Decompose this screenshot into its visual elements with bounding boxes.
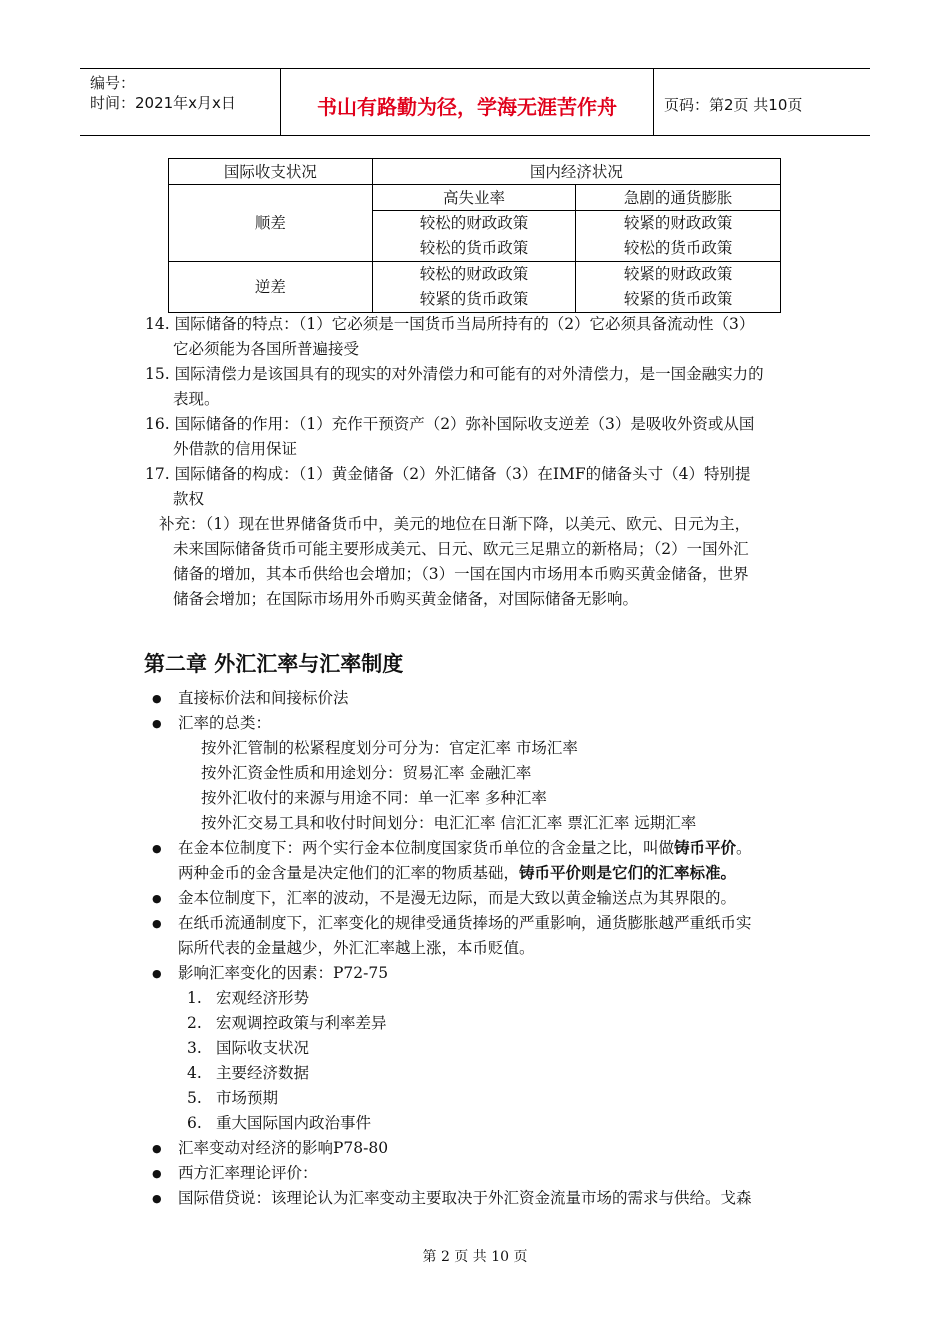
cell-line: 较紧的财政政策 xyxy=(623,265,733,283)
cell-surplus: 顺差 xyxy=(169,185,373,262)
bullet-text: 金本位制度下，汇率的波动，不是漫无边际，而是大致以黄金输送点为其界限的。 xyxy=(178,889,737,907)
cell-line: 较松的财政政策 xyxy=(419,265,529,283)
bullet-icon: ● xyxy=(152,1142,162,1155)
text-run: 。 xyxy=(736,839,752,857)
bullet-text: 国际借贷说：该理论认为汇率变动主要取决于外汇资金流量市场的需求与供给。戈森 xyxy=(178,1189,752,1207)
item-14: 14. 国际储备的特点：（1）它必须是一国货币当局所持有的（2）它必须具备流动性（3） xyxy=(145,315,755,333)
factor-number: 6. xyxy=(187,1114,202,1132)
bullet-text: 影响汇率变化的因素：P72-75 xyxy=(178,964,389,982)
supplement-line: 储备会增加；在国际市场用外币购买黄金储备，对国际储备无影响。 xyxy=(173,590,639,608)
bullet-icon: ● xyxy=(152,1192,162,1205)
date-label: 时间：2021年x月x日 xyxy=(90,94,236,112)
factor-number: 1. xyxy=(187,989,202,1007)
item-16: 16. 国际储备的作用：（1）充作干预资产（2）弥补国际收支逆差（3）是吸收外资或从国 xyxy=(145,415,755,433)
th-inflation: 急剧的通货膨胀 xyxy=(576,185,781,211)
text-run: 两种金币的金含量是决定他们的汇率的物质基础， xyxy=(178,864,520,882)
bullet-icon: ● xyxy=(152,967,162,980)
bullet-text-cont xyxy=(178,861,736,886)
cell-line: 较松的货币政策 xyxy=(623,239,733,257)
text-run: 在金本位制度下：两个实行金本位制度国家货币单位的含金量之比，叫做 xyxy=(178,839,675,857)
cell-line: 较紧的货币政策 xyxy=(623,290,733,308)
bullet-icon: ● xyxy=(152,717,162,730)
page-indicator: 页码：第2页 共10页 xyxy=(664,96,803,114)
bullet-text-cont: 际所代表的金量越少，外汇汇率越上涨，本币贬值。 xyxy=(178,939,535,957)
page-footer: 第 2 页 共 10 页 xyxy=(422,1249,528,1265)
factor-number: 4. xyxy=(187,1064,202,1082)
bullet-icon: ● xyxy=(152,892,162,905)
sub-item: 按外汇收付的来源与用途不同：单一汇率 多种汇率 xyxy=(201,789,547,807)
cell-line: 较紧的财政政策 xyxy=(623,214,733,232)
bold-term: 铸币平价 xyxy=(674,839,737,857)
item-17-cont: 款权 xyxy=(173,490,205,508)
bullet-icon: ● xyxy=(152,1167,162,1180)
cell-line: 较紧的货币政策 xyxy=(419,290,529,308)
table-row xyxy=(169,159,781,185)
supplement-line: 补充：（1）现在世界储备货币中，美元的地位在日渐下降，以美元、欧元、日元为主， xyxy=(159,515,751,533)
bullet-text: 西方汇率理论评价： xyxy=(178,1164,318,1182)
chapter-title: 第二章 外汇汇率与汇率制度 xyxy=(144,652,404,676)
bullet-text: 汇率变动对经济的影响P78-80 xyxy=(178,1139,389,1157)
cell-line: 较松的货币政策 xyxy=(419,239,529,257)
sub-item: 按外汇资金性质和用途划分：贸易汇率 金融汇率 xyxy=(201,764,532,782)
item-16-cont: 外借款的信用保证 xyxy=(173,440,298,458)
factor-item: 国际收支状况 xyxy=(216,1039,310,1057)
sub-item: 按外汇交易工具和收付时间划分：电汇汇率 信汇汇率 票汇汇率 远期汇率 xyxy=(201,814,697,832)
header-center-cell xyxy=(280,69,654,135)
th-domestic: 国内经济状况 xyxy=(372,159,780,185)
bold-term: 铸币平价则是它们的汇率标准。 xyxy=(519,864,737,882)
item-17: 17. 国际储备的构成：（1）黄金储备（2）外汇储备（3）在IMF的储备头寸（4）特别提 xyxy=(145,465,751,483)
page-header xyxy=(80,68,870,136)
item-15-cont: 表现。 xyxy=(173,390,220,408)
policy-table xyxy=(168,158,781,313)
factor-item: 宏观调控政策与利率差异 xyxy=(216,1014,387,1032)
table-row xyxy=(169,262,781,313)
bullet-icon: ● xyxy=(152,842,162,855)
bullet-icon: ● xyxy=(152,692,162,705)
number-label: 编号： xyxy=(90,74,136,92)
cell-deficit-unemp xyxy=(372,262,576,313)
cell-line: 较松的财政政策 xyxy=(419,214,529,232)
factor-number: 2. xyxy=(187,1014,202,1032)
bullet-text: 直接标价法和间接标价法 xyxy=(178,689,349,707)
cell-surplus-infl xyxy=(576,211,781,262)
header-right-cell xyxy=(654,69,870,135)
cell-surplus-unemp xyxy=(372,211,576,262)
th-bop: 国际收支状况 xyxy=(169,159,373,185)
table-row xyxy=(169,185,781,211)
factor-number: 5. xyxy=(187,1089,202,1107)
factor-item: 宏观经济形势 xyxy=(216,989,310,1007)
item-15: 15. 国际清偿力是该国具有的现实的对外清偿力和可能有的对外清偿力，是一国金融实力的 xyxy=(145,365,764,383)
bullet-icon: ● xyxy=(152,917,162,930)
cell-deficit: 逆差 xyxy=(169,262,373,313)
motto: 书山有路勤为径，学海无涯苦作舟 xyxy=(317,95,617,119)
item-14-cont: 它必须能为各国所普遍接受 xyxy=(173,340,360,358)
header-left-cell xyxy=(80,69,280,135)
supplement-line: 未来国际储备货币可能主要形成美元、日元、欧元三足鼎立的新格局；（2）一国外汇 xyxy=(173,540,749,558)
factor-item: 重大国际国内政治事件 xyxy=(216,1114,372,1132)
bullet-text-gold-standard xyxy=(178,836,752,861)
factor-item: 市场预期 xyxy=(216,1089,279,1107)
cell-deficit-infl xyxy=(576,262,781,313)
bullet-text: 在纸币流通制度下，汇率变化的规律受通货捧场的严重影响，通货膨胀越严重纸币实 xyxy=(178,914,752,932)
factor-item: 主要经济数据 xyxy=(216,1064,310,1082)
factor-number: 3. xyxy=(187,1039,202,1057)
supplement-line: 储备的增加，其本币供给也会增加；（3）一国在国内市场用本币购买黄金储备，世界 xyxy=(173,565,749,583)
th-unemployment: 高失业率 xyxy=(372,185,576,211)
sub-item: 按外汇管制的松紧程度划分可分为：官定汇率 市场汇率 xyxy=(201,739,578,757)
bullet-text: 汇率的总类： xyxy=(178,714,272,732)
